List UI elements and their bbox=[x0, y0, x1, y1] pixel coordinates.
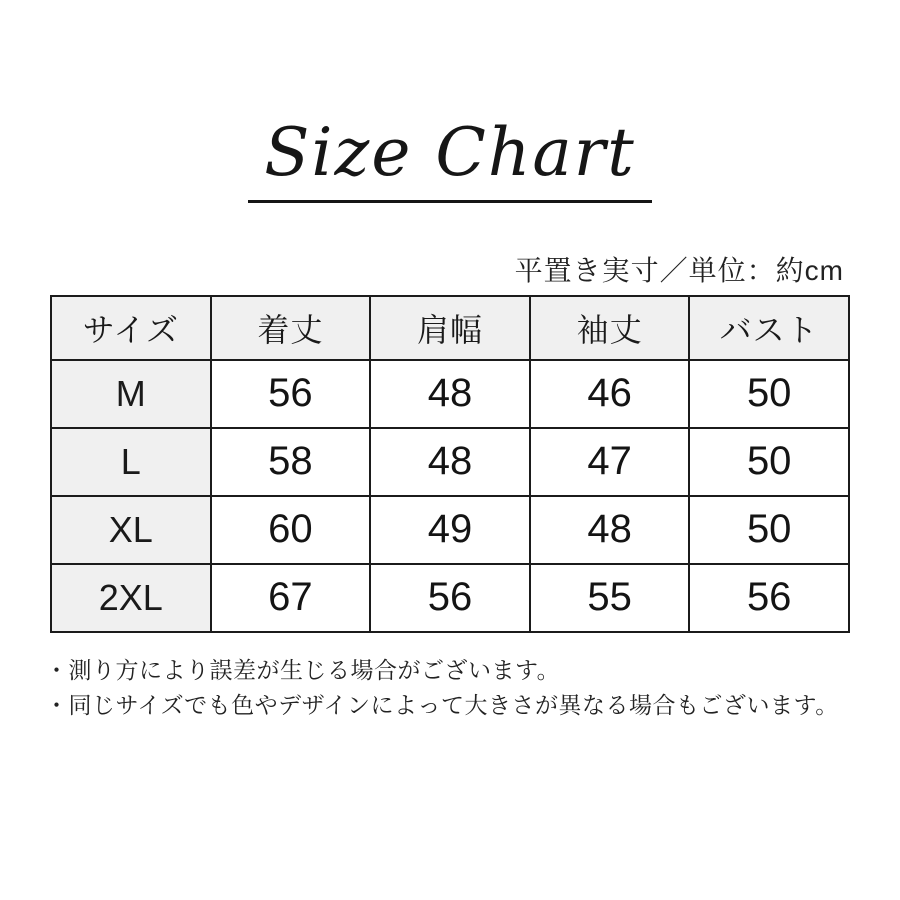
column-header-bust: バスト bbox=[689, 296, 849, 360]
column-header-sleeve: 袖丈 bbox=[530, 296, 690, 360]
cell-2xl-shoulder: 56 bbox=[370, 564, 530, 632]
size-label-2xl: 2XL bbox=[51, 564, 211, 632]
cell-xl-bust: 50 bbox=[689, 496, 849, 564]
footnote-size-variation: ・同じサイズでも色やデザインによって大きさが異なる場合もございます。 bbox=[45, 691, 839, 718]
measurement-unit-note: 平置き実寸／単位：約cm bbox=[514, 254, 844, 286]
table-row-xl bbox=[51, 496, 849, 564]
title-wrap bbox=[0, 0, 900, 203]
table-header-row bbox=[51, 296, 849, 360]
footnotes bbox=[45, 653, 900, 723]
cell-m-sleeve: 46 bbox=[530, 360, 690, 428]
cell-m-bust: 50 bbox=[689, 360, 849, 428]
column-header-shoulder: 肩幅 bbox=[370, 296, 530, 360]
cell-2xl-bust: 56 bbox=[689, 564, 849, 632]
table-row-2xl bbox=[51, 564, 849, 632]
cell-l-bust: 50 bbox=[689, 428, 849, 496]
column-header-length: 着丈 bbox=[211, 296, 371, 360]
cell-m-length: 56 bbox=[211, 360, 371, 428]
page-title: Size Chart bbox=[248, 114, 652, 203]
cell-2xl-sleeve: 55 bbox=[530, 564, 690, 632]
size-label-xl: XL bbox=[51, 496, 211, 564]
column-header-size: サイズ bbox=[51, 296, 211, 360]
cell-l-shoulder: 48 bbox=[370, 428, 530, 496]
table-row-m bbox=[51, 360, 849, 428]
size-label-m: M bbox=[51, 360, 211, 428]
cell-m-shoulder: 48 bbox=[370, 360, 530, 428]
cell-2xl-length: 67 bbox=[211, 564, 371, 632]
size-label-l: L bbox=[51, 428, 211, 496]
cell-xl-shoulder: 49 bbox=[370, 496, 530, 564]
table-row-l bbox=[51, 428, 849, 496]
footnote-measurement-error: ・測り方により誤差が生じる場合がございます。 bbox=[45, 656, 561, 683]
size-chart-table bbox=[50, 295, 850, 633]
cell-xl-sleeve: 48 bbox=[530, 496, 690, 564]
cell-l-length: 58 bbox=[211, 428, 371, 496]
cell-xl-length: 60 bbox=[211, 496, 371, 564]
cell-l-sleeve: 47 bbox=[530, 428, 690, 496]
